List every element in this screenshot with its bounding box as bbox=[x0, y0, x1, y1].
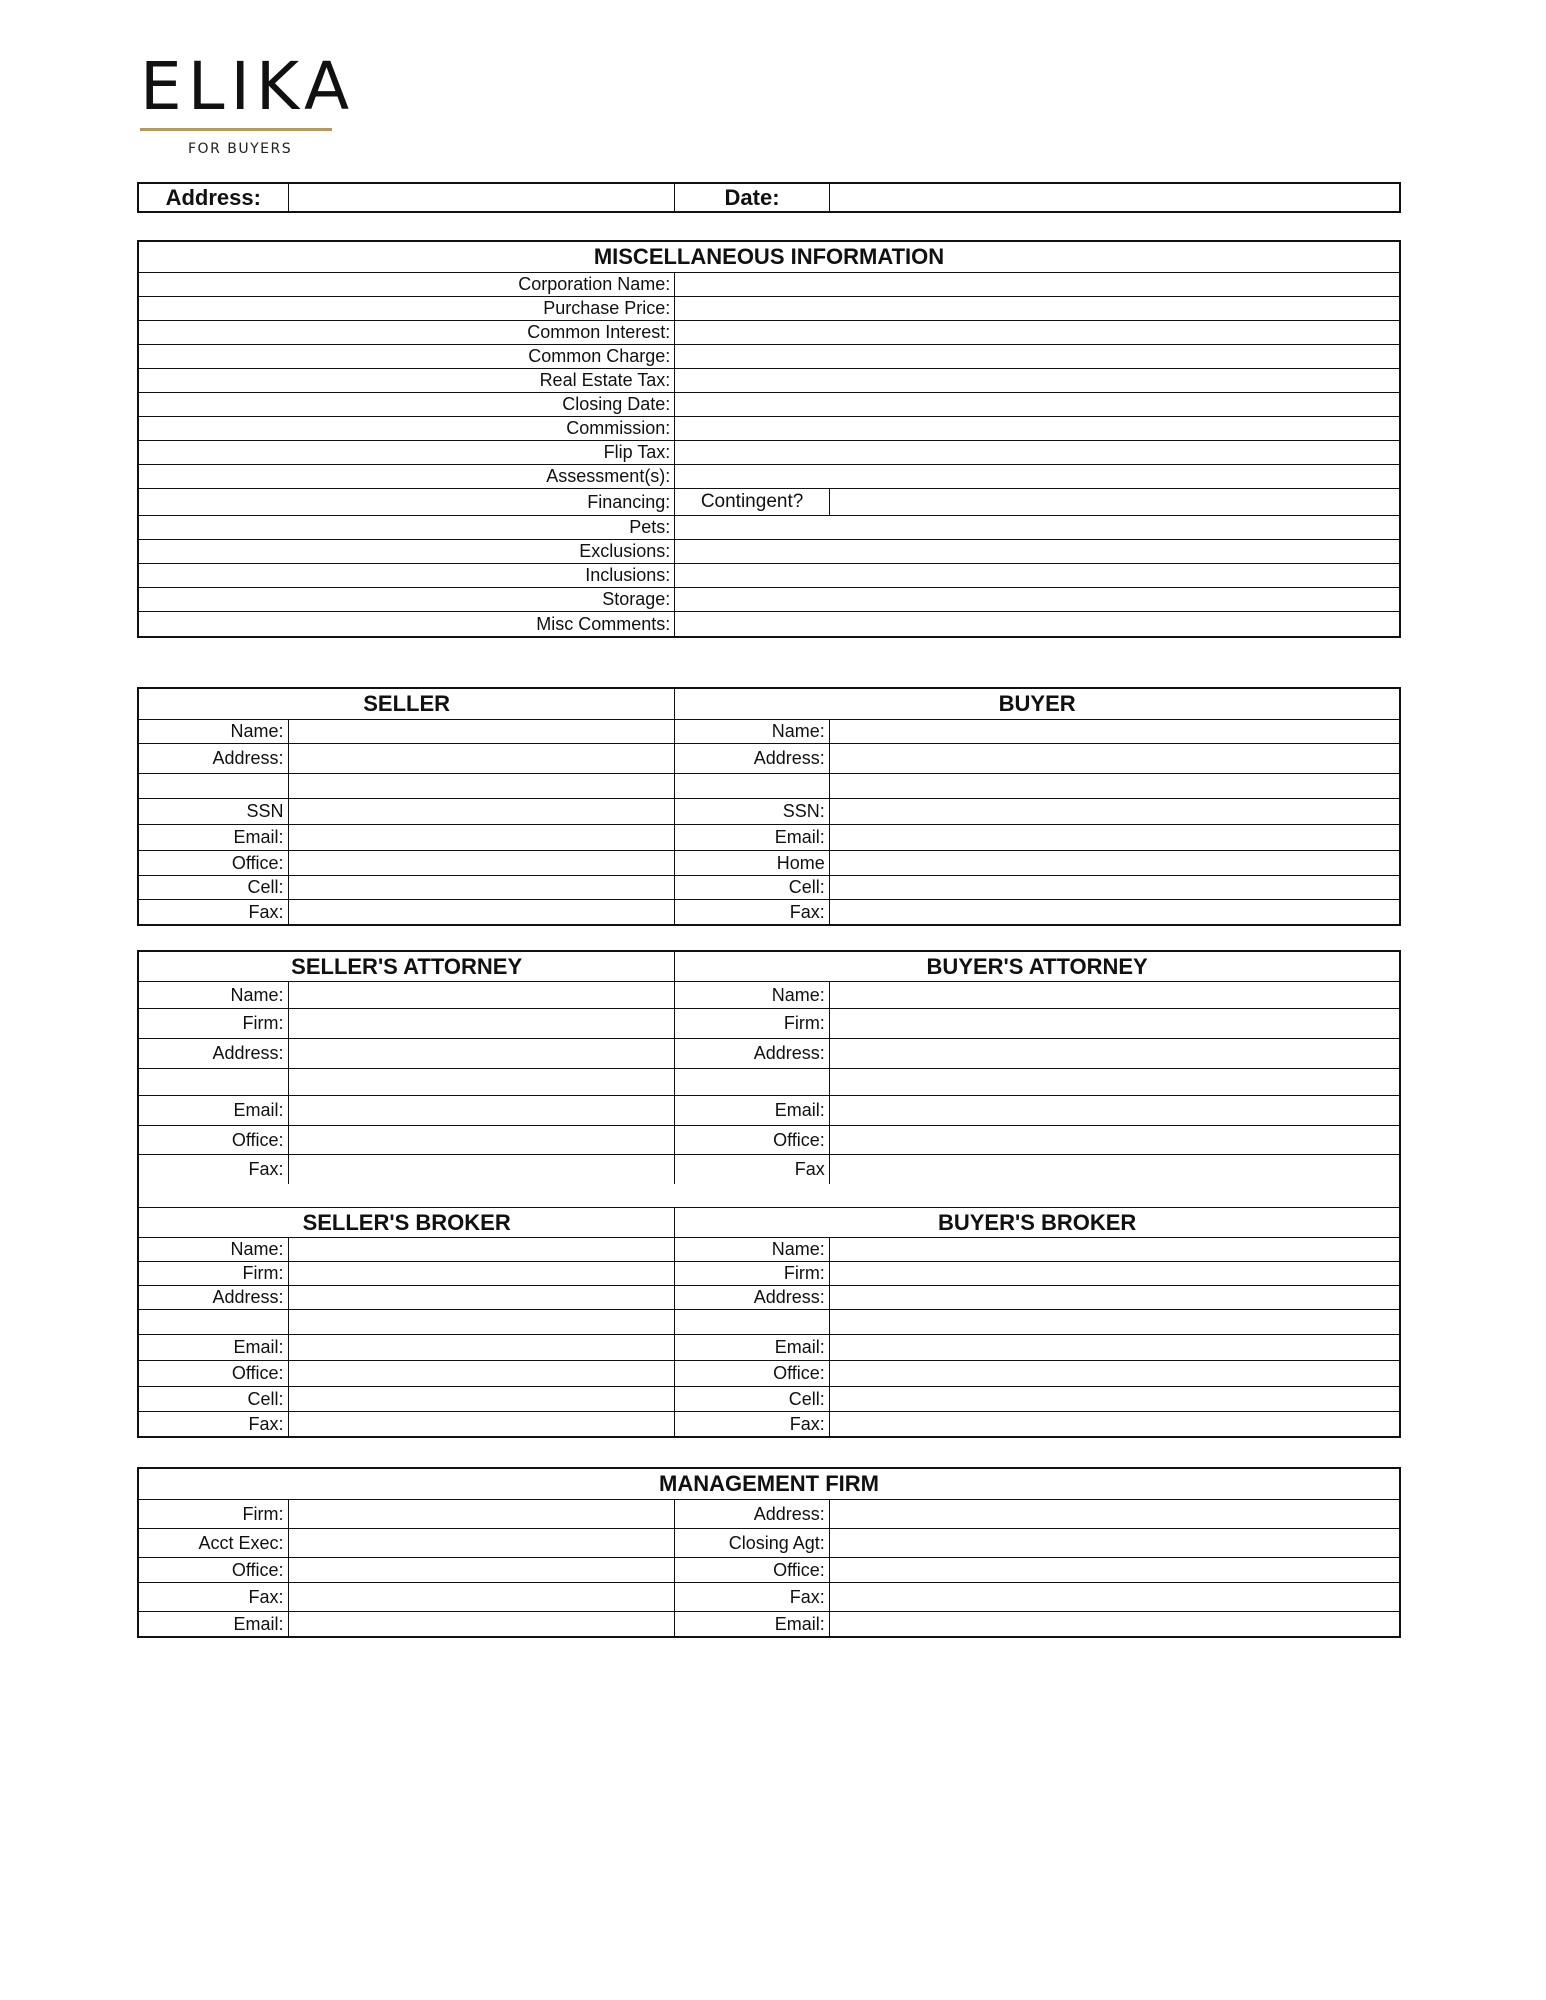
attorney-broker-table bbox=[137, 950, 1401, 1438]
management-header-row bbox=[139, 1469, 1399, 1500]
misc-row-label: Real Estate Tax: bbox=[139, 369, 675, 392]
misc-row-label: Assessment(s): bbox=[139, 465, 675, 488]
broker-left-field[interactable] bbox=[289, 1361, 676, 1386]
misc-row-label: Storage: bbox=[139, 588, 675, 611]
party-row bbox=[139, 720, 1399, 744]
management-left-field[interactable] bbox=[289, 1529, 676, 1557]
management-right-label: Office: bbox=[675, 1558, 830, 1582]
broker-left-field[interactable] bbox=[289, 1387, 676, 1411]
party-left-label: Name: bbox=[139, 720, 289, 743]
broker-row bbox=[139, 1238, 1399, 1262]
misc-row-field[interactable] bbox=[675, 369, 1399, 392]
party-right-field[interactable] bbox=[830, 851, 1399, 875]
broker-left-label bbox=[139, 1310, 289, 1334]
broker-right-label: Address: bbox=[675, 1286, 830, 1309]
attorney-row bbox=[139, 1009, 1399, 1039]
broker-left-label: Address: bbox=[139, 1286, 289, 1309]
attorney-right-label: Fax bbox=[675, 1155, 830, 1184]
broker-row bbox=[139, 1387, 1399, 1412]
misc-row-field[interactable] bbox=[675, 540, 1399, 563]
buyer-attorney-title: BUYER'S ATTORNEY bbox=[926, 953, 1148, 979]
date-field[interactable] bbox=[830, 184, 1399, 211]
misc-row bbox=[139, 516, 1399, 540]
attorney-body bbox=[139, 982, 1399, 1184]
misc-row-label: Closing Date: bbox=[139, 393, 675, 416]
misc-row bbox=[139, 564, 1399, 588]
broker-row bbox=[139, 1335, 1399, 1361]
buyer-title: BUYER bbox=[998, 691, 1076, 716]
misc-row-field[interactable] bbox=[675, 297, 1399, 320]
party-left-label bbox=[139, 774, 289, 798]
party-right-label: Fax: bbox=[675, 900, 830, 924]
misc-row-field[interactable] bbox=[675, 516, 1399, 539]
management-right-field[interactable] bbox=[830, 1612, 1399, 1636]
attorney-left-field[interactable] bbox=[289, 1155, 676, 1184]
broker-left-field[interactable] bbox=[289, 1262, 676, 1285]
broker-left-label: Name: bbox=[139, 1238, 289, 1261]
buyer-broker-title: BUYER'S BROKER bbox=[937, 1209, 1137, 1235]
misc-row-label: Inclusions: bbox=[139, 564, 675, 587]
attorney-right-field[interactable] bbox=[830, 1039, 1399, 1068]
attorney-left-label: Office: bbox=[139, 1126, 289, 1154]
misc-row-field[interactable] bbox=[675, 612, 1399, 636]
management-right-field[interactable] bbox=[830, 1529, 1399, 1557]
misc-row bbox=[139, 273, 1399, 297]
attorney-left-field[interactable] bbox=[289, 1009, 676, 1038]
misc-header-row bbox=[139, 242, 1399, 273]
attorney-right-label: Firm: bbox=[675, 1009, 830, 1038]
party-row bbox=[139, 774, 1399, 799]
seller-attorney-title: SELLER'S ATTORNEY bbox=[139, 952, 675, 981]
party-right-field[interactable] bbox=[830, 774, 1399, 798]
misc-row-label: Exclusions: bbox=[139, 540, 675, 563]
broker-right-label: Email: bbox=[675, 1335, 830, 1360]
misc-row-field[interactable] bbox=[675, 393, 1399, 416]
misc-row-field[interactable] bbox=[675, 441, 1399, 464]
party-right-label: Email: bbox=[675, 825, 830, 850]
attorney-row bbox=[139, 1069, 1399, 1096]
broker-left-field[interactable] bbox=[289, 1286, 676, 1309]
misc-row bbox=[139, 588, 1399, 612]
attorney-left-field[interactable] bbox=[289, 1039, 676, 1068]
broker-right-field[interactable] bbox=[830, 1262, 1399, 1285]
broker-right-label: Firm: bbox=[675, 1262, 830, 1285]
misc-row-label: Financing: bbox=[139, 489, 675, 515]
broker-left-label: Firm: bbox=[139, 1262, 289, 1285]
broker-row bbox=[139, 1310, 1399, 1335]
party-right-field[interactable] bbox=[830, 825, 1399, 850]
management-title: MANAGEMENT FIRM bbox=[659, 1471, 879, 1496]
misc-row-label: Purchase Price: bbox=[139, 297, 675, 320]
party-left-field[interactable] bbox=[289, 876, 676, 899]
misc-row bbox=[139, 441, 1399, 465]
seller-buyer-body bbox=[139, 720, 1399, 924]
misc-row bbox=[139, 345, 1399, 369]
address-date-row bbox=[139, 184, 1399, 211]
misc-row-label: Corporation Name: bbox=[139, 273, 675, 296]
misc-row-field[interactable] bbox=[675, 345, 1399, 368]
party-row bbox=[139, 825, 1399, 851]
seller-buyer-table bbox=[137, 687, 1401, 926]
party-right-label: SSN: bbox=[675, 799, 830, 824]
management-row bbox=[139, 1583, 1399, 1612]
attorney-right-label: Email: bbox=[675, 1096, 830, 1125]
misc-row-label: Pets: bbox=[139, 516, 675, 539]
misc-row bbox=[139, 369, 1399, 393]
party-right-label: Name: bbox=[675, 720, 830, 743]
party-row bbox=[139, 744, 1399, 774]
seller-broker-title: SELLER'S BROKER bbox=[139, 1208, 675, 1237]
misc-row bbox=[139, 297, 1399, 321]
attorney-row bbox=[139, 1126, 1399, 1155]
misc-row-field[interactable] bbox=[675, 321, 1399, 344]
party-left-label: Fax: bbox=[139, 900, 289, 924]
attorney-left-label: Address: bbox=[139, 1039, 289, 1068]
attorney-left-label: Fax: bbox=[139, 1155, 289, 1184]
broker-left-label: Cell: bbox=[139, 1387, 289, 1411]
logo-subtitle: FOR BUYERS bbox=[188, 141, 293, 157]
broker-left-field[interactable] bbox=[289, 1310, 676, 1334]
party-right-field[interactable] bbox=[830, 876, 1399, 899]
party-right-field[interactable] bbox=[830, 900, 1399, 924]
broker-left-field[interactable] bbox=[289, 1238, 676, 1261]
seller-title: SELLER bbox=[139, 689, 675, 719]
management-left-label: Email: bbox=[139, 1612, 289, 1636]
attorney-left-field[interactable] bbox=[289, 1126, 676, 1154]
management-table bbox=[137, 1467, 1401, 1638]
broker-row bbox=[139, 1286, 1399, 1310]
misc-row bbox=[139, 489, 1399, 516]
management-right-label: Email: bbox=[675, 1612, 830, 1636]
broker-right-field[interactable] bbox=[830, 1361, 1399, 1386]
party-left-field[interactable] bbox=[289, 774, 676, 798]
address-label: Address: bbox=[139, 184, 289, 211]
address-field[interactable] bbox=[289, 184, 676, 211]
party-row bbox=[139, 876, 1399, 900]
misc-row bbox=[139, 393, 1399, 417]
management-right-field[interactable] bbox=[830, 1558, 1399, 1582]
management-left-field[interactable] bbox=[289, 1500, 676, 1528]
management-right-label: Address: bbox=[675, 1500, 830, 1528]
management-right-field[interactable] bbox=[830, 1583, 1399, 1611]
seller-buyer-header-row bbox=[139, 689, 1399, 720]
misc-row-label: Flip Tax: bbox=[139, 441, 675, 464]
party-left-label: Office: bbox=[139, 851, 289, 875]
party-left-field[interactable] bbox=[289, 720, 676, 743]
attorney-left-field[interactable] bbox=[289, 1069, 676, 1095]
logo-gold-rule bbox=[140, 128, 332, 131]
misc-row bbox=[139, 612, 1399, 636]
broker-right-label: Name: bbox=[675, 1238, 830, 1261]
misc-row bbox=[139, 465, 1399, 489]
broker-left-label: Email: bbox=[139, 1335, 289, 1360]
broker-left-label: Office: bbox=[139, 1361, 289, 1386]
management-left-field[interactable] bbox=[289, 1558, 676, 1582]
party-right-label: Cell: bbox=[675, 876, 830, 899]
spacer-cell bbox=[139, 1184, 1399, 1207]
attorney-right-field[interactable] bbox=[830, 1009, 1399, 1038]
party-row bbox=[139, 799, 1399, 825]
broker-right-field[interactable] bbox=[830, 1412, 1399, 1436]
contingent-label: Contingent? bbox=[675, 489, 830, 515]
management-right-label: Closing Agt: bbox=[675, 1529, 830, 1557]
misc-row-label: Common Interest: bbox=[139, 321, 675, 344]
management-body bbox=[139, 1500, 1399, 1636]
management-right-field[interactable] bbox=[830, 1500, 1399, 1528]
management-left-label: Firm: bbox=[139, 1500, 289, 1528]
misc-row-field[interactable] bbox=[675, 588, 1399, 611]
broker-right-field[interactable] bbox=[830, 1286, 1399, 1309]
attorney-right-field[interactable] bbox=[830, 1155, 1399, 1184]
management-row bbox=[139, 1612, 1399, 1636]
misc-body bbox=[139, 273, 1399, 636]
management-row bbox=[139, 1529, 1399, 1558]
management-left-field[interactable] bbox=[289, 1612, 676, 1636]
party-left-field[interactable] bbox=[289, 851, 676, 875]
spacer-row bbox=[139, 1184, 1399, 1208]
broker-right-field[interactable] bbox=[830, 1238, 1399, 1261]
attorney-row bbox=[139, 1039, 1399, 1069]
party-left-label: Cell: bbox=[139, 876, 289, 899]
broker-right-field[interactable] bbox=[830, 1310, 1399, 1334]
misc-row bbox=[139, 321, 1399, 345]
attorney-left-label: Name: bbox=[139, 982, 289, 1008]
broker-right-field[interactable] bbox=[830, 1387, 1399, 1411]
party-left-field[interactable] bbox=[289, 744, 676, 773]
party-left-field[interactable] bbox=[289, 799, 676, 824]
attorney-left-label: Email: bbox=[139, 1096, 289, 1125]
misc-row-field[interactable] bbox=[675, 417, 1399, 440]
management-left-label: Fax: bbox=[139, 1583, 289, 1611]
party-left-label: Address: bbox=[139, 744, 289, 773]
party-right-label: Home bbox=[675, 851, 830, 875]
management-left-field[interactable] bbox=[289, 1583, 676, 1611]
attorney-right-label: Address: bbox=[675, 1039, 830, 1068]
management-left-label: Office: bbox=[139, 1558, 289, 1582]
contingent-field[interactable] bbox=[830, 489, 1399, 515]
attorney-left-field[interactable] bbox=[289, 982, 676, 1008]
broker-left-field[interactable] bbox=[289, 1412, 676, 1436]
broker-right-label bbox=[675, 1310, 830, 1334]
date-label: Date: bbox=[675, 184, 830, 211]
attorney-left-label: Firm: bbox=[139, 1009, 289, 1038]
party-right-field[interactable] bbox=[830, 799, 1399, 824]
attorney-header-row bbox=[139, 952, 1399, 982]
party-right-field[interactable] bbox=[830, 720, 1399, 743]
broker-body bbox=[139, 1238, 1399, 1436]
attorney-left-field[interactable] bbox=[289, 1096, 676, 1125]
misc-row-label: Misc Comments: bbox=[139, 612, 675, 636]
management-row bbox=[139, 1500, 1399, 1529]
broker-row bbox=[139, 1361, 1399, 1387]
party-row bbox=[139, 851, 1399, 876]
misc-info-table bbox=[137, 240, 1401, 638]
attorney-right-label: Name: bbox=[675, 982, 830, 1008]
logo-wordmark: ELIKA bbox=[140, 48, 356, 125]
management-right-label: Fax: bbox=[675, 1583, 830, 1611]
misc-row bbox=[139, 540, 1399, 564]
party-left-field[interactable] bbox=[289, 825, 676, 850]
elika-logo bbox=[140, 48, 356, 157]
attorney-row bbox=[139, 982, 1399, 1009]
party-left-label: SSN bbox=[139, 799, 289, 824]
broker-left-field[interactable] bbox=[289, 1335, 676, 1360]
party-right-field[interactable] bbox=[830, 744, 1399, 773]
attorney-right-field[interactable] bbox=[830, 982, 1399, 1008]
attorney-right-field[interactable] bbox=[830, 1096, 1399, 1125]
attorney-right-label bbox=[675, 1069, 830, 1095]
misc-row-label: Common Charge: bbox=[139, 345, 675, 368]
party-right-label: Address: bbox=[675, 744, 830, 773]
attorney-right-field[interactable] bbox=[830, 1069, 1399, 1095]
broker-row bbox=[139, 1262, 1399, 1286]
broker-right-label: Office: bbox=[675, 1361, 830, 1386]
broker-right-label: Fax: bbox=[675, 1412, 830, 1436]
misc-row bbox=[139, 417, 1399, 441]
misc-row-label: Commission: bbox=[139, 417, 675, 440]
attorney-right-label: Office: bbox=[675, 1126, 830, 1154]
attorney-row bbox=[139, 1096, 1399, 1126]
management-left-label: Acct Exec: bbox=[139, 1529, 289, 1557]
broker-row bbox=[139, 1412, 1399, 1436]
management-row bbox=[139, 1558, 1399, 1583]
party-right-label bbox=[675, 774, 830, 798]
broker-right-label: Cell: bbox=[675, 1387, 830, 1411]
address-date-table bbox=[137, 182, 1401, 213]
misc-row-field[interactable] bbox=[675, 564, 1399, 587]
misc-row-field[interactable] bbox=[675, 273, 1399, 296]
broker-right-field[interactable] bbox=[830, 1335, 1399, 1360]
broker-header-row bbox=[139, 1208, 1399, 1238]
attorney-left-label bbox=[139, 1069, 289, 1095]
broker-left-label: Fax: bbox=[139, 1412, 289, 1436]
attorney-right-field[interactable] bbox=[830, 1126, 1399, 1154]
misc-row-field[interactable] bbox=[675, 465, 1399, 488]
party-left-label: Email: bbox=[139, 825, 289, 850]
party-row bbox=[139, 900, 1399, 924]
misc-title: MISCELLANEOUS INFORMATION bbox=[593, 244, 945, 269]
party-left-field[interactable] bbox=[289, 900, 676, 924]
attorney-row bbox=[139, 1155, 1399, 1184]
